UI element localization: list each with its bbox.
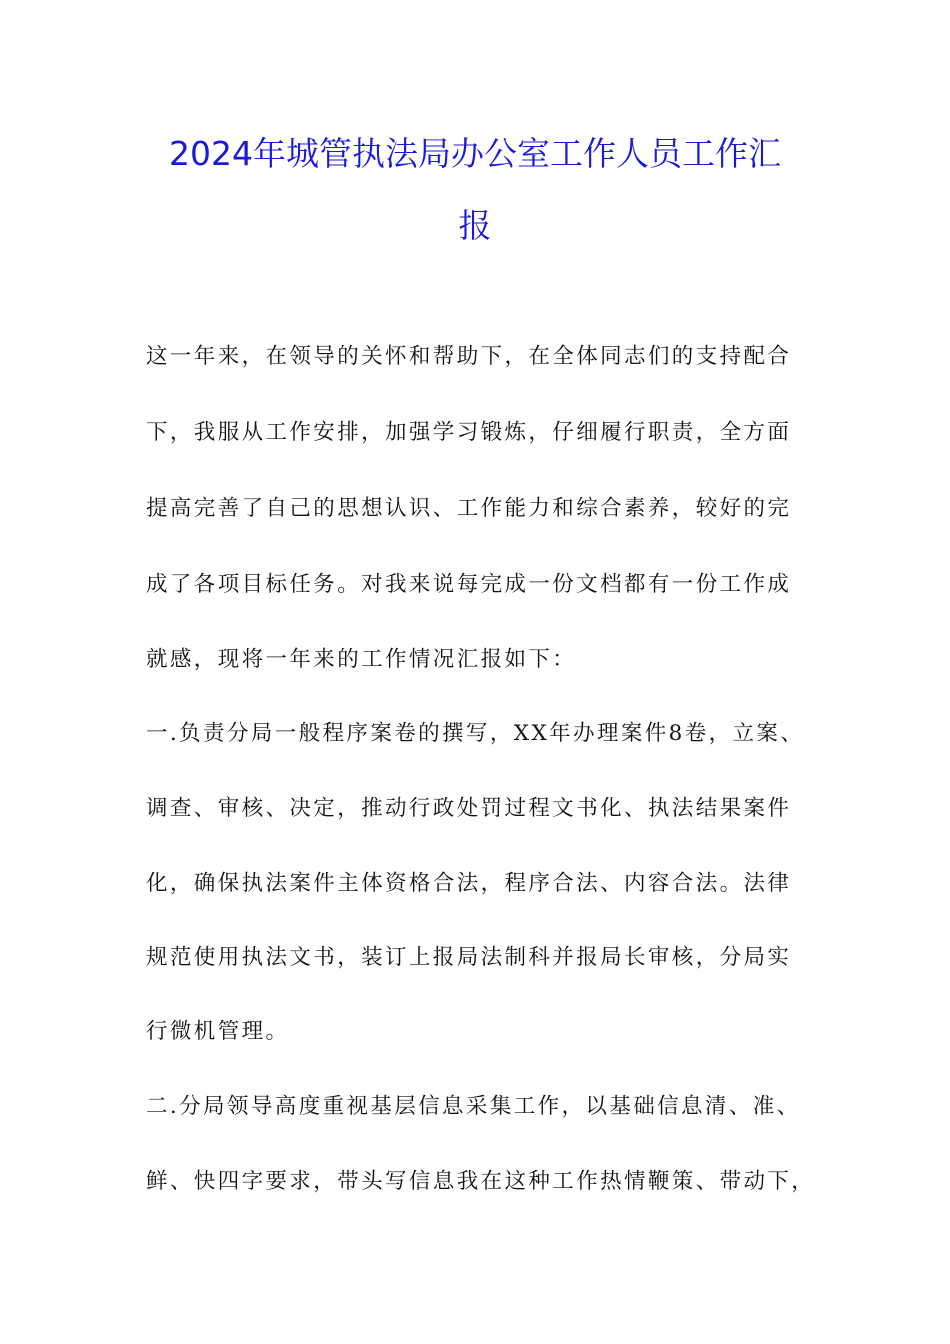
body-text-line: 就感，现将一年来的工作情况汇报如下： (146, 647, 577, 672)
body-text-line: 下，我服从工作安排，加强学习锻炼，仔细履行职责，全方面 (146, 420, 792, 445)
body-text-line: 规范使用执法文书，装订上报局法制科并报局长审核，分局实 (146, 945, 792, 970)
document-title-line-2: 报 (458, 206, 492, 245)
body-text-line: 行微机管理。 (146, 1019, 290, 1044)
body-text-line: 这一年来，在领导的关怀和帮助下，在全体同志们的支持配合 (146, 344, 792, 369)
body-text-line: 鲜、快四字要求，带头写信息我在这种工作热情鞭策、带动下， (146, 1169, 816, 1194)
body-text-line: 成了各项目标任务。对我来说每完成一份文档都有一份工作成 (146, 572, 792, 597)
document-title-line-1: 2024年城管执法局办公室工作人员工作汇 (169, 134, 781, 173)
body-text-line: 提高完善了自己的思想认识、工作能力和综合素养，较好的完 (146, 496, 792, 521)
body-text-line: 二.分局领导高度重视基层信息采集工作，以基础信息清、准、 (146, 1094, 801, 1119)
body-text-line: 一.负责分局一般程序案卷的撰写，XX年办理案件8卷，立案、 (146, 721, 805, 746)
body-text-line: 调查、审核、决定，推动行政处罚过程文书化、执法结果案件 (146, 796, 792, 821)
body-text-line: 化，确保执法案件主体资格合法，程序合法、内容合法。法律 (146, 871, 792, 896)
